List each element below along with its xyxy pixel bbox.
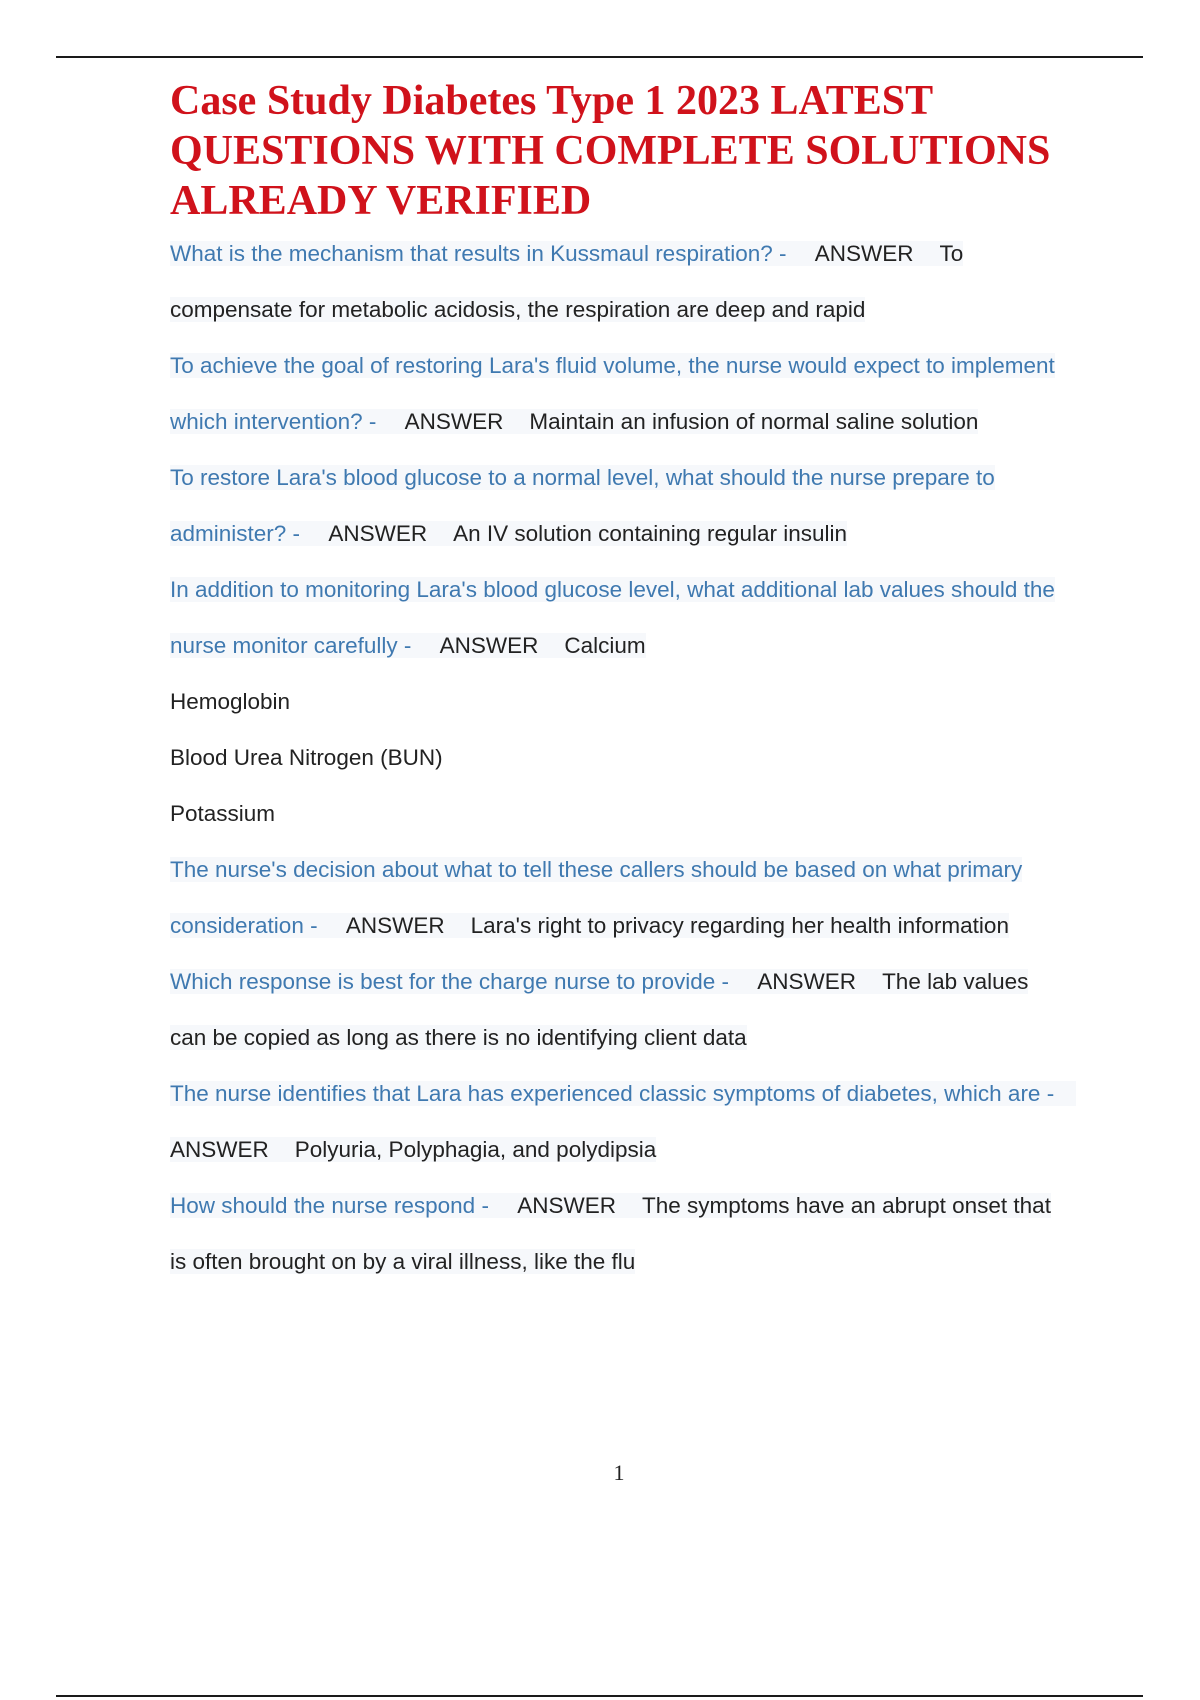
question-4: In addition to monitoring Lara's blood glucose level, what additional lab values should the nurse monitor carefully - <box>170 577 1055 658</box>
top-rule <box>56 56 1143 58</box>
answer-label-6: ANSWER <box>757 969 872 994</box>
question-5: The nurse's decision about what to tell these callers should be based on what primary consideration - <box>170 857 1023 938</box>
answer-label-7: ANSWER <box>170 1137 285 1162</box>
answer-label-1: ANSWER <box>815 241 930 266</box>
question-6: Which response is best for the charge nurse to provide - <box>170 969 730 994</box>
qa-item-2 <box>170 338 1070 450</box>
lab-value-potassium: Potassium <box>170 801 276 826</box>
qa-item-8 <box>170 1178 1070 1290</box>
document-body <box>170 76 1070 1290</box>
qa-item-7 <box>170 1066 1070 1178</box>
answer-label-2: ANSWER <box>405 409 520 434</box>
answer-5: Lara's right to privacy regarding her health information <box>461 913 1009 938</box>
qa-item-3 <box>170 450 1070 562</box>
answer-6: The lab values can be copied as long as there is no identifying client data <box>170 969 1029 1050</box>
answer-label-5: ANSWER <box>346 913 461 938</box>
bottom-rule <box>56 1695 1143 1697</box>
qa-item-5 <box>170 842 1070 954</box>
qa-item-4 <box>170 562 1070 674</box>
question-2: To achieve the goal of restoring Lara's fluid volume, the nurse would expect to implement which intervention? - <box>170 353 1055 434</box>
page-number: 1 <box>613 1460 625 1485</box>
answer-8: The symptoms have an abrupt onset that is often brought on by a viral illness, like the flu <box>170 1193 1051 1274</box>
answer-2: Maintain an infusion of normal saline solution <box>519 409 978 434</box>
question-1: What is the mechanism that results in Kussmaul respiration? - <box>170 241 787 266</box>
document-title: Case Study Diabetes Type 1 2023 LATEST QUESTIONS WITH COMPLETE SOLUTIONS ALREADY VERIFIED <box>170 78 1051 224</box>
qa-item-1 <box>170 226 1070 338</box>
answer-1: To compensate for metabolic acidosis, the respiration are deep and rapid <box>170 241 964 322</box>
answer-label-4: ANSWER <box>440 633 555 658</box>
question-8: How should the nurse respond - <box>170 1193 489 1218</box>
qa-item-6 <box>170 954 1070 1066</box>
question-7: The nurse identifies that Lara has experienced classic symptoms of diabetes, which are - <box>170 1081 1055 1106</box>
lab-value-hemoglobin: Hemoglobin <box>170 689 291 714</box>
answer-4: Calcium <box>554 633 645 658</box>
question-3: To restore Lara's blood glucose to a normal level, what should the nurse prepare to administer? - <box>170 465 995 546</box>
answer-3: An IV solution containing regular insulin <box>443 521 847 546</box>
answer-label-3: ANSWER <box>328 521 443 546</box>
answer-label-8: ANSWER <box>517 1193 632 1218</box>
answer-7: Polyuria, Polyphagia, and polydipsia <box>285 1137 656 1162</box>
lab-value-bun: Blood Urea Nitrogen (BUN) <box>170 745 443 770</box>
